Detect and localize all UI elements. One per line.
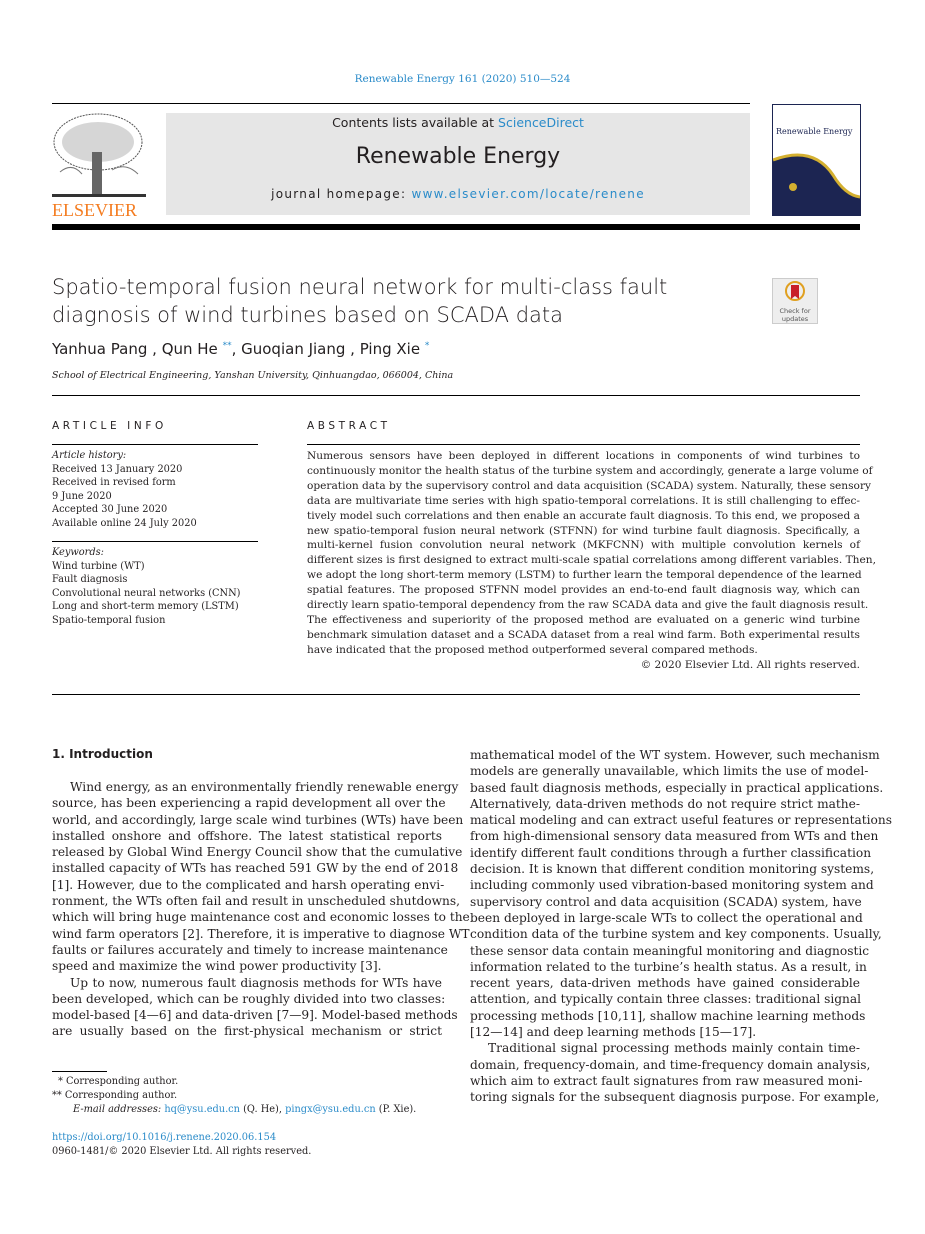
text-line: been developed, which can be roughly divided into two classes: (52, 991, 446, 1006)
section-heading: 1. Introduction (52, 747, 153, 761)
history-entry: Received in revised form (52, 477, 176, 488)
badge-label: Check for updates (779, 307, 811, 323)
text-line: speed and maximize the wind power productivity [3]. (52, 959, 382, 974)
author-name[interactable]: Qun He (161, 340, 218, 358)
text-line: mathematical model of the WT system. However, such mechanism (470, 748, 880, 762)
keywords (52, 546, 241, 627)
divider (52, 103, 750, 104)
text-line: [1]. However, due to the complicated and harsh operating envi- (52, 877, 445, 892)
text-line: different sizes is first designed to extract multi-scale spatial correlations among different variables. Then, (307, 554, 876, 567)
text-line: Traditional signal processing methods mainly contain time- (488, 1041, 860, 1056)
footnote: * Corresponding author. (58, 1076, 179, 1087)
author-name[interactable]: Ping Xie (359, 340, 421, 358)
text-line: domain, frequency-domain, and time-frequency domain analysis, (470, 1057, 871, 1072)
header-divider (52, 224, 860, 230)
body-column-right (470, 747, 892, 1106)
text-line: Up to now, numerous fault diagnosis methods for WTs have (70, 975, 442, 990)
text-line: continuously monitor the health status of the turbine system and accordingly, generate a large volume of (307, 464, 873, 477)
text-line: Numerous sensors have been deployed in different locations in components of wind turbines to (307, 450, 860, 462)
keyword: Fault diagnosis (52, 574, 128, 585)
history-entry: 9 June 2020 (52, 490, 112, 502)
text-line: faults or failures accurately and timely to increase maintenance (52, 942, 448, 957)
author-mark: ** (222, 341, 232, 351)
article-history (52, 449, 197, 530)
footnote: ** Corresponding author. (52, 1090, 178, 1101)
text-line: models are generally unavailable, which limits the use of model- (470, 764, 869, 779)
text-line: data are multivariate time series with high spatio-temporal correlations. It is still challenging to effec- (307, 494, 860, 507)
affiliation: School of Electrical Engineering, Yanshan University, Qinhuangdao, 066004, China (52, 370, 454, 381)
text-line: identify different fault conditions through a further classification (470, 845, 872, 860)
keywords-label: Keywords: (52, 547, 104, 558)
paragraph (470, 1040, 880, 1105)
elsevier-tree-icon (52, 112, 146, 218)
text-line: wind farm operators [2]. Therefore, it is imperative to diagnose WT (52, 926, 470, 941)
text-line: source, has been experiencing a rapid development all over the (52, 796, 446, 811)
text-line: model-based [4—6] and data-driven [7—9]. Model-based methods (52, 1008, 458, 1023)
abstract-heading: ABSTRACT (307, 420, 391, 432)
keyword: Wind turbine (WT) (52, 560, 145, 572)
text-line: which aim to extract fault signatures from raw measured moni- (470, 1073, 863, 1088)
footnotes (52, 1075, 416, 1117)
paragraph (52, 779, 470, 975)
text-line: toring signals for the subsequent diagnosis purpose. For example, (470, 1090, 880, 1105)
text-line: processing methods [10,11], shallow machine learning methods (470, 1008, 866, 1023)
divider (52, 694, 860, 695)
text-line: based fault diagnosis methods, especially in practical applications. (470, 780, 884, 795)
text-line: matical modeling and can extract useful features or representations (470, 813, 892, 828)
paragraph (52, 975, 458, 1040)
contents-label: Contents lists available at (332, 115, 499, 130)
bookmark-icon (785, 281, 805, 305)
doi-block (52, 1131, 311, 1159)
text-line: operation data by the supervisory control and data acquisition (SCADA) system. Naturally, these sensory (307, 479, 871, 492)
history-label: Article history: (52, 450, 127, 461)
text-line: installed onshore and offshore. The latest statistical reports (52, 828, 442, 843)
history-entry: Received 13 January 2020 (52, 463, 183, 475)
email-owner: (Q. He), (239, 1104, 286, 1115)
email-label: E-mail addresses: (73, 1104, 165, 1115)
email-owner: (P. Xie). (375, 1104, 417, 1115)
text-line: ronment, the WTs often fail and result in unscheduled shutdowns, (52, 894, 461, 909)
text-line: Wind energy, as an environmentally friendly renewable energy (70, 780, 459, 794)
text-line: world, and accordingly, large scale wind turbines (WTs) have been (52, 812, 464, 827)
history-entry: Accepted 30 June 2020 (52, 504, 168, 515)
text-line: attention, and typically contain three classes: traditional signal (470, 992, 862, 1007)
email-link[interactable]: hq@ysu.edu.cn (164, 1104, 240, 1115)
elsevier-logo (52, 112, 146, 218)
journal-banner (166, 113, 750, 215)
text-line: supervisory control and data acquisition (SCADA) system, have (470, 894, 862, 909)
text-line: we adopt the long short-term memory (LSTM) to further learn the temporal dependence of the learned (307, 569, 862, 582)
abstract-copyright: © 2020 Elsevier Ltd. All rights reserved. (640, 658, 860, 671)
text-line: The effectiveness and superiority of the proposed method are evaluated on a generic wind turbine (307, 613, 860, 626)
author-name[interactable]: Yanhua Pang (52, 340, 148, 358)
email-link[interactable]: pingx@ysu.edu.cn (285, 1104, 376, 1115)
paragraph (470, 747, 892, 1040)
doi-link[interactable]: https://doi.org/10.1016/j.renene.2020.06.154 (52, 1132, 277, 1143)
text-line: directly learn spatio-temporal dependency from the raw SCADA data and give the fault diagnosis result. (307, 599, 869, 612)
text-line: including commonly used vibration-based monitoring system and (470, 878, 874, 893)
text-line: installed capacity of WTs has reached 591 GW by the end of 2018 (52, 861, 459, 876)
sciencedirect-link[interactable]: ScienceDirect (498, 115, 584, 130)
journal-cover-image (772, 104, 861, 216)
journal-citation-link[interactable]: Renewable Energy 161 (2020) 510—524 (354, 73, 571, 85)
text-line: these sensor data contain meaningful monitoring and diagnostic (470, 943, 870, 958)
divider (307, 444, 860, 445)
text-line: [12—14] and deep learning methods [15—17]. (470, 1025, 757, 1040)
text-line: have indicated that the proposed method outperformed several compared methods. (307, 643, 758, 656)
cover-title: Renewable Energy (776, 127, 853, 136)
author-list: Yanhua Pang , Qun He **, Guoqian Jiang , Ping Xie * (52, 340, 430, 358)
divider (52, 541, 258, 542)
journal-title: Renewable Energy (355, 144, 561, 169)
footnote-divider (52, 1071, 107, 1072)
text-line: released by Global Wind Energy Council show that the cumulative (52, 845, 463, 860)
text-line: which will bring huge maintenance cost and economic losses to the (52, 910, 470, 925)
text-line: condition data of the turbine system and key components. Usually, (470, 927, 882, 942)
text-line: spatial features. The proposed STFNN model provides an end-to-end fault diagnosis way, which can (307, 584, 860, 597)
text-line: are usually based on the first-physical mechanism or strict (52, 1024, 442, 1039)
elsevier-wordmark: ELSEVIER (52, 200, 137, 218)
issn-copyright: 0960-1481/© 2020 Elsevier Ltd. All rights reserved. (52, 1146, 312, 1157)
author-mark: * (424, 341, 430, 351)
text-line: recent years, data-driven methods have gained considerable (470, 976, 860, 991)
divider (52, 395, 860, 396)
text-line: been deployed in large-scale WTs to collect the operational and (470, 910, 863, 925)
author-name[interactable]: Guoqian Jiang (241, 340, 346, 358)
text-line: information related to the turbine’s health status. As a result, in (470, 959, 867, 974)
text-line: Alternatively, data-driven methods do not require strict mathe- (470, 796, 860, 811)
text-line: decision. It is known that different condition monitoring systems, (470, 862, 875, 877)
check-for-updates-button[interactable] (772, 278, 818, 324)
text-line: tively model such correlations and then enable an accurate fault diagnosis. To this end, we proposed a (307, 509, 860, 522)
homepage-label: journal homepage: (271, 187, 412, 201)
text-line: multi-kernel fusion convolution neural network (MKFCNN) with multiple convolution kernels of (307, 539, 860, 552)
article-title: Spatio-temporal fusion neural network for multi-class fault diagnosis of wind turbines based on SCADA data (52, 275, 668, 327)
keyword: Spatio-temporal fusion (52, 614, 166, 626)
keyword: Long and short-term memory (LSTM) (52, 601, 239, 612)
body-column-left (52, 779, 470, 1040)
keyword: Convolutional neural networks (CNN) (52, 587, 241, 599)
homepage-link[interactable]: www.elsevier.com/locate/renene (411, 187, 645, 201)
history-entry: Available online 24 July 2020 (52, 517, 197, 529)
text-line: benchmark simulation dataset and a SCADA dataset from a real wind farm. Both experimental results (307, 628, 860, 641)
text-line: new spatio-temporal fusion neural network (STFNN) for wind turbine fault diagnosis. Specifically, a (307, 524, 860, 537)
divider (52, 444, 258, 445)
abstract-body (307, 449, 876, 673)
article-info-heading: ARTICLE INFO (52, 420, 167, 432)
text-line: from high-dimensional sensory data measured from WTs and then (470, 829, 879, 844)
